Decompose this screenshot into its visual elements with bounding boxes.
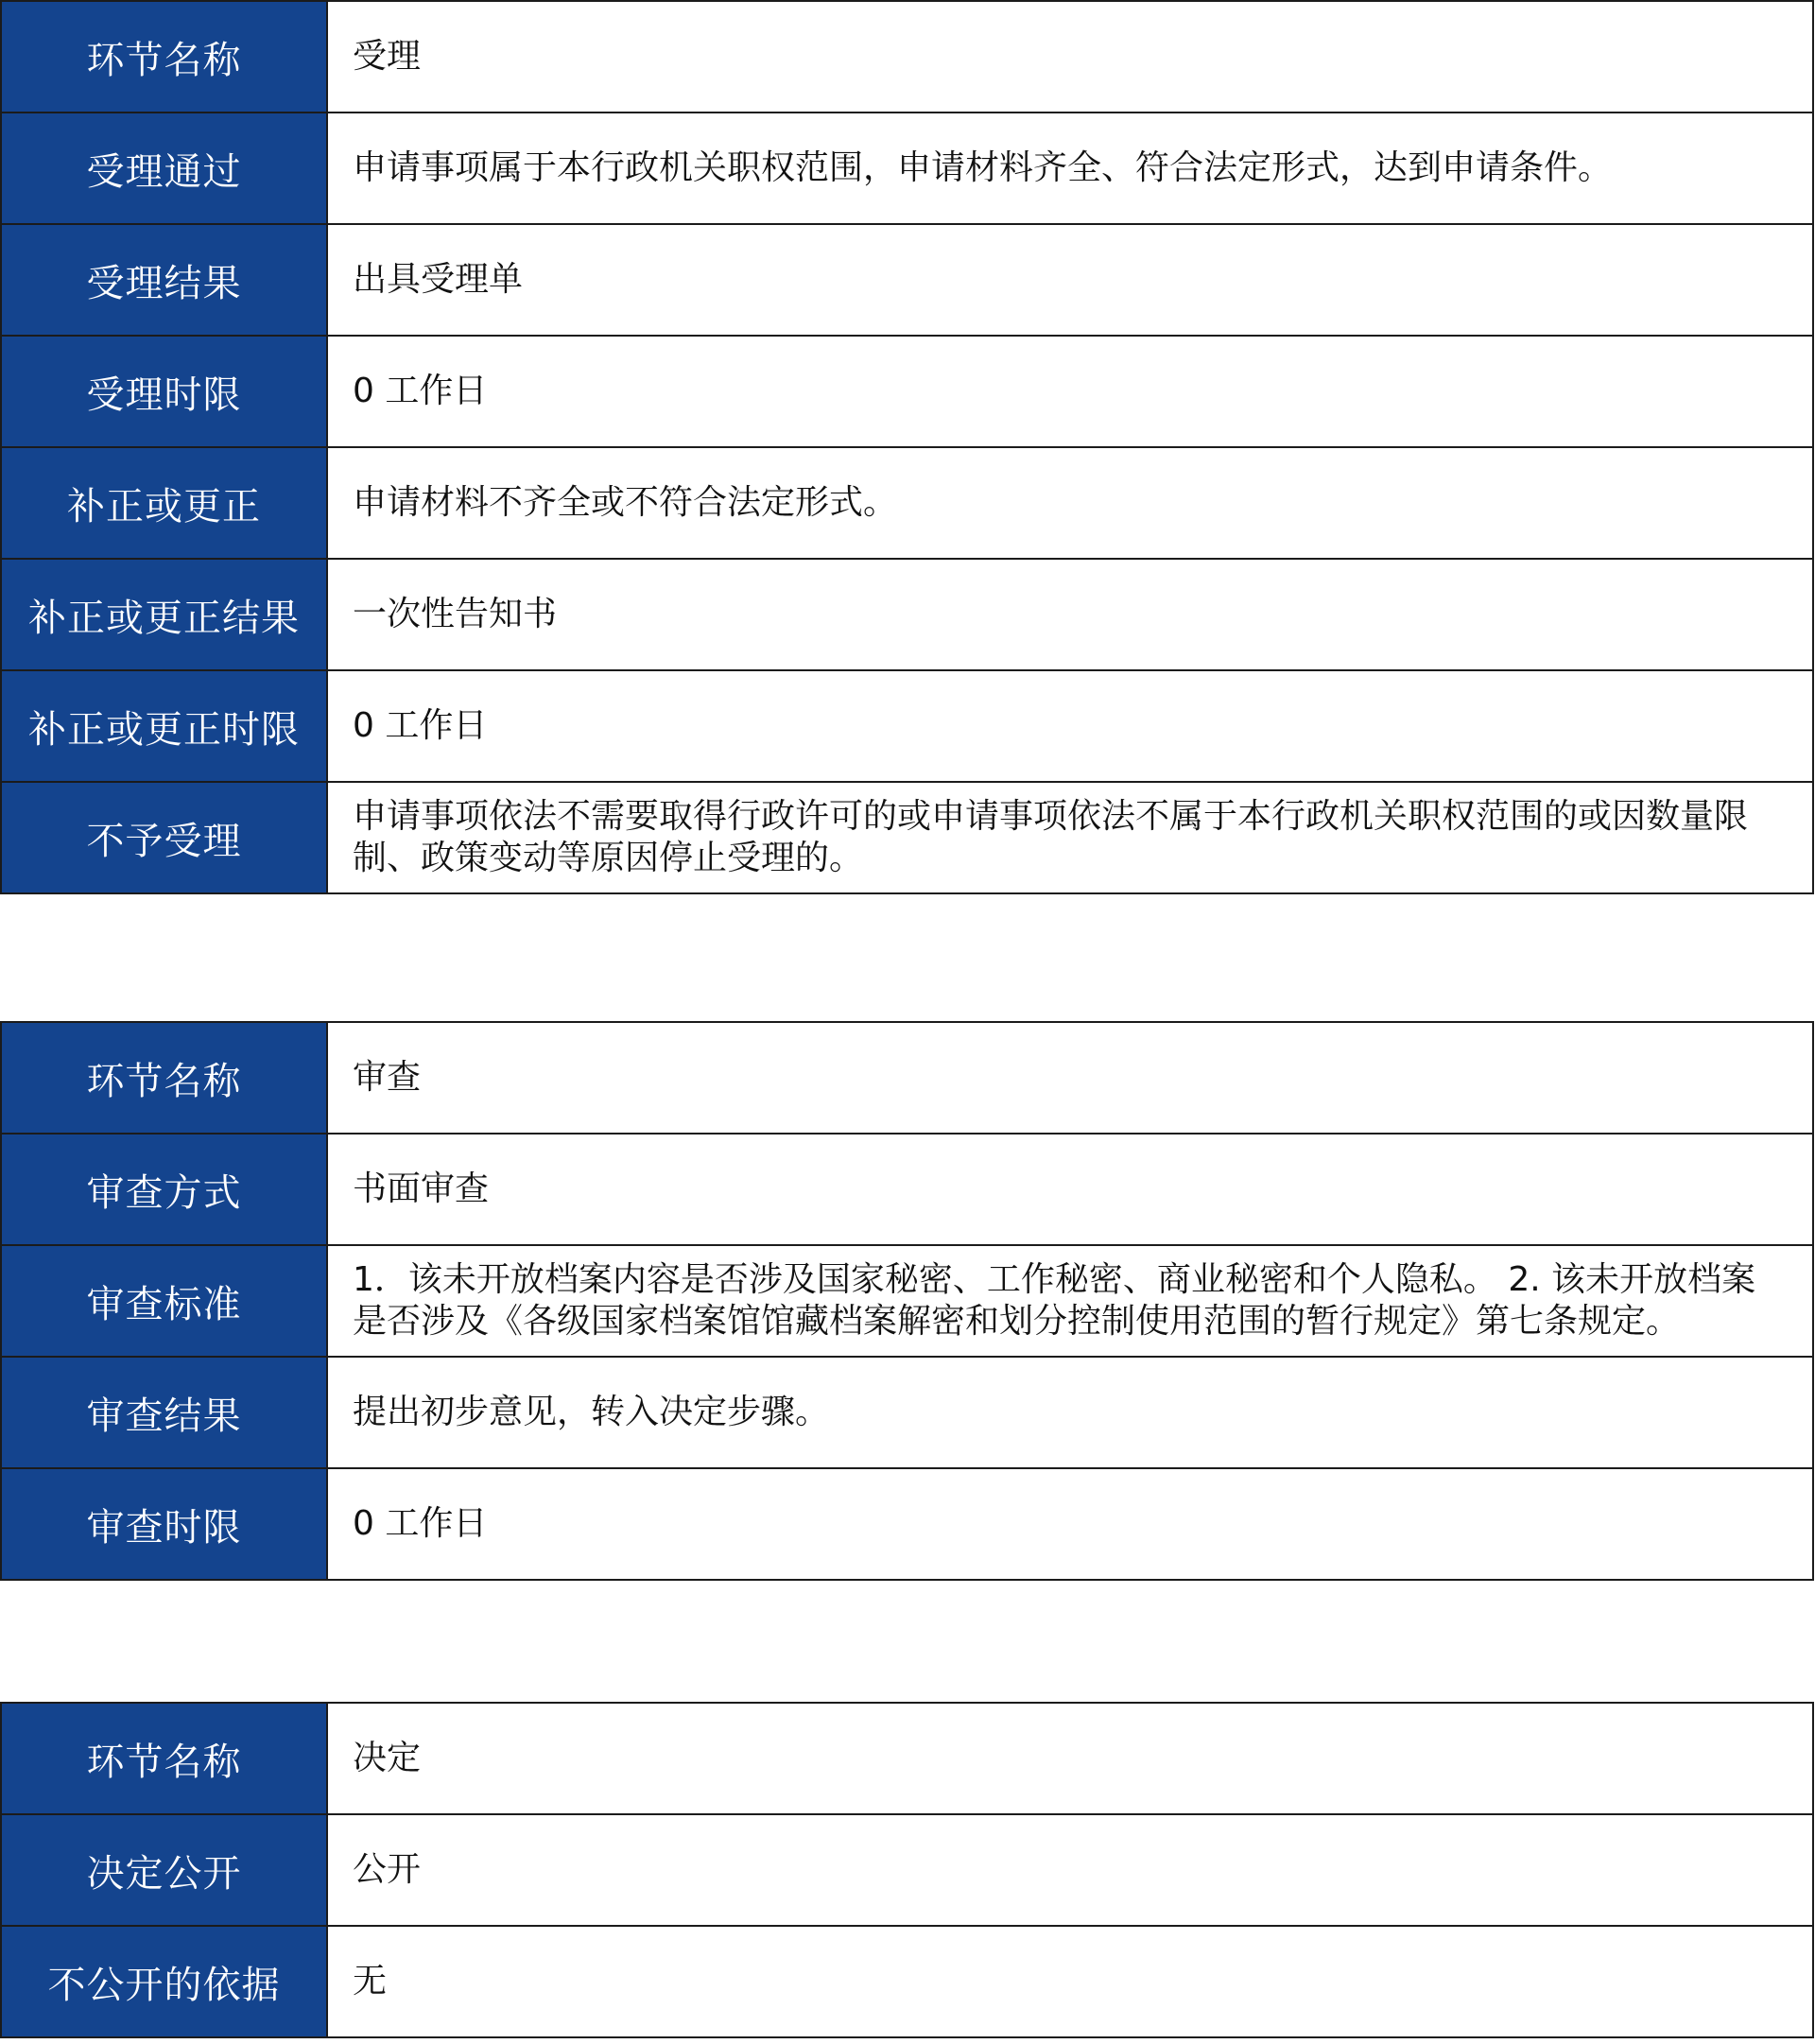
table-row xyxy=(1,1468,1813,1580)
table-row xyxy=(1,1134,1813,1245)
row-value: 书面审查 xyxy=(327,1134,1813,1245)
row-label: 补正或更正时限 xyxy=(1,670,327,782)
table-row xyxy=(1,1703,1813,1814)
row-label: 受理结果 xyxy=(1,224,327,336)
decision-stage-table xyxy=(0,1702,1814,2038)
row-value: 无 xyxy=(327,1926,1813,2037)
row-value: 公开 xyxy=(327,1814,1813,1926)
table-row xyxy=(1,670,1813,782)
table-row xyxy=(1,1357,1813,1468)
row-label: 审查结果 xyxy=(1,1357,327,1468)
row-label: 补正或更正 xyxy=(1,447,327,559)
row-label: 补正或更正结果 xyxy=(1,559,327,670)
row-label: 审查时限 xyxy=(1,1468,327,1580)
row-value: 决定 xyxy=(327,1703,1813,1814)
table-row xyxy=(1,336,1813,447)
row-label: 审查标准 xyxy=(1,1245,327,1357)
row-value: 申请材料不齐全或不符合法定形式。 xyxy=(327,447,1813,559)
row-value: 审查 xyxy=(327,1022,1813,1134)
table-row xyxy=(1,1814,1813,1926)
acceptance-stage-table xyxy=(0,0,1814,894)
row-label: 环节名称 xyxy=(1,1703,327,1814)
row-value: 一次性告知书 xyxy=(327,559,1813,670)
table-row xyxy=(1,113,1813,224)
table-row xyxy=(1,447,1813,559)
row-value: 受理 xyxy=(327,1,1813,113)
row-label: 不公开的依据 xyxy=(1,1926,327,2037)
table-row xyxy=(1,224,1813,336)
row-label: 环节名称 xyxy=(1,1,327,113)
table-row xyxy=(1,782,1813,893)
table-row xyxy=(1,1926,1813,2037)
row-value: 1．该未开放档案内容是否涉及国家秘密、工作秘密、商业秘密和个人隐私。 2. 该未开放档案是否涉及《各级国家档案馆馆藏档案解密和划分控制使用范围的暂行规定》第七条规定。 xyxy=(327,1245,1813,1357)
row-value: 出具受理单 xyxy=(327,224,1813,336)
review-stage-table xyxy=(0,1021,1814,1581)
row-label: 不予受理 xyxy=(1,782,327,893)
table-row xyxy=(1,1,1813,113)
row-label: 审查方式 xyxy=(1,1134,327,1245)
row-label: 环节名称 xyxy=(1,1022,327,1134)
row-label: 决定公开 xyxy=(1,1814,327,1926)
table-row xyxy=(1,1022,1813,1134)
row-value: 申请事项属于本行政机关职权范围，申请材料齐全、符合法定形式，达到申请条件。 xyxy=(327,113,1813,224)
row-label: 受理时限 xyxy=(1,336,327,447)
row-value: 0 工作日 xyxy=(327,1468,1813,1580)
row-value: 0 工作日 xyxy=(327,670,1813,782)
row-value: 提出初步意见，转入决定步骤。 xyxy=(327,1357,1813,1468)
table-row xyxy=(1,1245,1813,1357)
table-row xyxy=(1,559,1813,670)
row-value: 0 工作日 xyxy=(327,336,1813,447)
row-label: 受理通过 xyxy=(1,113,327,224)
row-value: 申请事项依法不需要取得行政许可的或申请事项依法不属于本行政机关职权范围的或因数量限制、政策变动等原因停止受理的。 xyxy=(327,782,1813,893)
